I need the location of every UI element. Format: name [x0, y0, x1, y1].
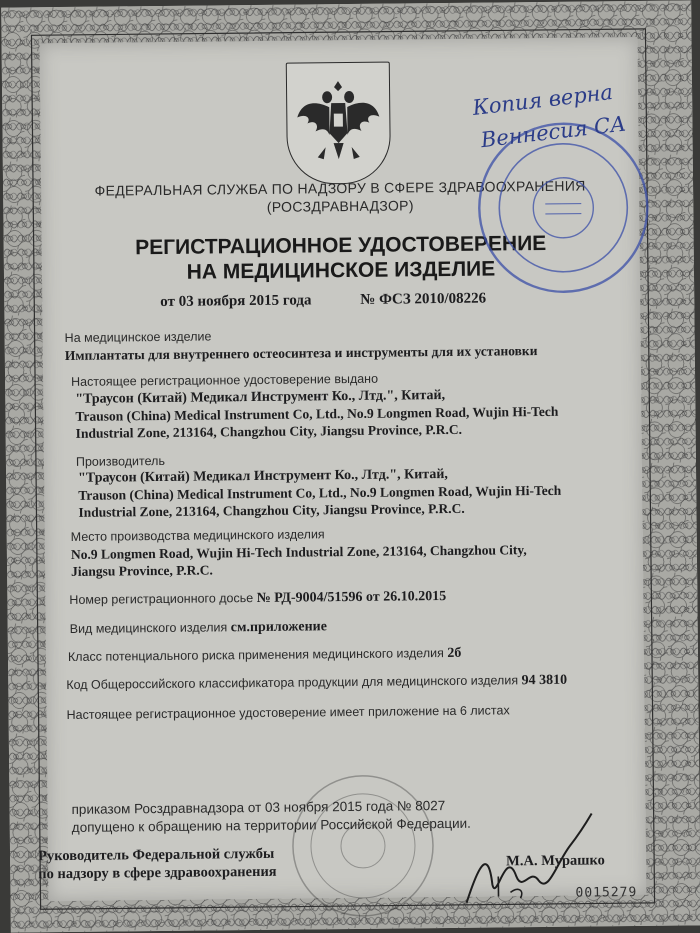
dossier-row	[69, 588, 446, 609]
order-line-2: допущено к обращению на территории Российской Федерации.	[71, 815, 471, 835]
handwritten-note-line-1: Копия верна	[471, 79, 615, 120]
agency-name: ФЕДЕРАЛЬНАЯ СЛУЖБА ПО НАДЗОРУ В СФЕРЕ ЗДРАВООХРАНЕНИЯ	[94, 177, 586, 199]
production-label: Место производства медицинского изделия	[70, 527, 325, 544]
okp-code-value: 94 3810	[521, 672, 568, 689]
risk-class-value: 2б	[447, 645, 462, 662]
signatory-name: М.А. Мурашко	[506, 852, 605, 870]
faded-seal-icon	[289, 772, 437, 920]
device-name: Имплантаты для внутреннего остеосинтеза и инструменты для их установки	[64, 343, 538, 363]
risk-class-label: Класс потенциального риска применения медицинского изделия	[67, 646, 444, 664]
serial-number: 0015279	[575, 885, 638, 901]
device-label: На медицинское изделие	[64, 329, 212, 345]
device-type-value: см.приложение	[230, 619, 327, 636]
certificate-subtitle: НА МЕДИЦИНСКОЕ ИЗДЕЛИЕ	[186, 257, 496, 284]
production-line-2: Jiangsu Province, P.R.C.	[71, 562, 213, 579]
certificate-sheet	[1, 0, 700, 932]
certificate-number: № ФСЗ 2010/08226	[360, 290, 487, 308]
device-type-row	[70, 618, 327, 638]
risk-class-row	[68, 645, 462, 666]
signatory-title-1: Руководитель Федеральной службы	[37, 845, 275, 865]
production-line-1: No.9 Longmen Road, Wujin Hi-Tech Industrial Zone, 213164, Changzhou City,	[70, 542, 527, 562]
manufacturer-label: Производитель	[75, 453, 165, 469]
okp-code-row	[66, 672, 567, 694]
signatory-title-2: по надзору в сфере здравоохранения	[38, 863, 277, 883]
issued-line-3: Industrial Zone, 213164, Changzhou City, Jiangsu Province, P.R.C.	[75, 421, 463, 441]
dossier-label: Номер регистрационного досье	[69, 591, 254, 607]
appendix-text: Настоящее регистрационное удостоверение имеет приложение на 6 листах	[66, 703, 510, 722]
manufacturer-line-1: "Траусон (Китай) Медикал Инструмент Ко., Лтд.", Китай,	[78, 466, 448, 486]
issued-line-1: "Траусон (Китай) Медикал Инструмент Ко., Лтд.", Китай,	[75, 388, 446, 407]
manufacturer-line-2: Trauson (China) Medical Instrument Co, Ltd., No.9 Longmen Road, Wujin Hi-Tech	[78, 482, 562, 503]
certificate-title: РЕГИСТРАЦИОННОЕ УДОСТОВЕРЕНИЕ	[135, 231, 547, 260]
device-type-label: Вид медицинского изделия	[69, 620, 228, 636]
issued-line-2: Trauson (China) Medical Instrument Co, Ltd., No.9 Longmen Road, Wujin Hi-Tech	[75, 403, 559, 424]
order-line-1: приказом Росздравнадзора от 03 ноября 2015 года № 8027	[71, 798, 446, 817]
certificate-date: от 03 ноября 2015 года	[160, 292, 312, 310]
dossier-value: № РД-9004/51596 от 26.10.2015	[256, 589, 447, 606]
handwritten-note-line-2: Веннесия СА	[479, 111, 628, 153]
manufacturer-line-3: Industrial Zone, 213164, Changzhou City, Jiangsu Province, P.R.C.	[78, 500, 465, 520]
double-headed-eagle-icon	[286, 62, 391, 185]
okp-code-label: Код Общероссийского классификатора продукции для медицинского изделия	[66, 673, 519, 692]
issued-label: Настоящее регистрационное удостоверение выдано	[71, 371, 379, 389]
agency-abbreviation: (РОСЗДРАВНАДЗОР)	[266, 197, 414, 215]
